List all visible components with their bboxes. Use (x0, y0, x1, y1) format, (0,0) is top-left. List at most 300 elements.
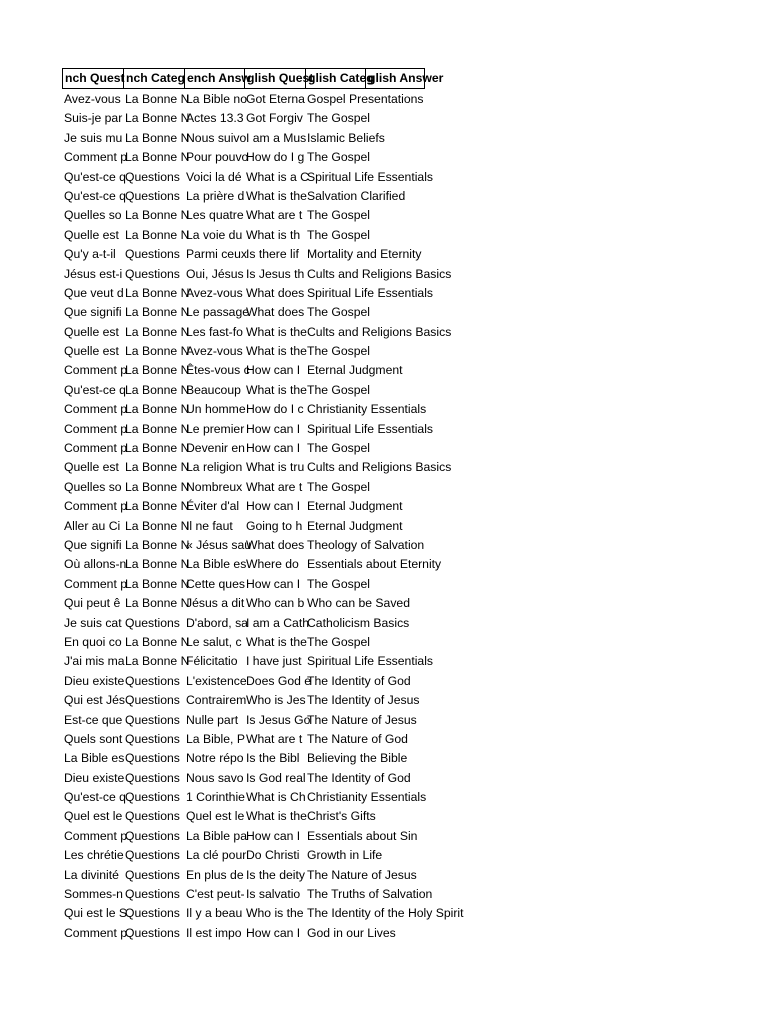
cell-french-answer[interactable]: Actes 13.3 (186, 111, 244, 126)
cell-english-question[interactable]: What is the (246, 382, 307, 397)
cell-english-answer[interactable] (365, 769, 705, 788)
cell-french-category[interactable]: La Bonne N (125, 344, 190, 359)
cell-english-question[interactable]: What is the (246, 188, 307, 203)
cell-english-question[interactable]: How do I c (246, 402, 304, 417)
cell-french-question[interactable]: Suis-je par (64, 111, 123, 126)
cell-english-question[interactable]: Who is the (246, 906, 304, 921)
cell-french-question[interactable]: Quel est le (64, 809, 123, 824)
cell-french-answer[interactable]: Êtes-vous c (186, 363, 250, 378)
cell-french-answer[interactable]: Le passage (186, 305, 250, 320)
cell-english-category[interactable]: Growth in Life (307, 848, 383, 863)
cell-english-answer[interactable] (365, 711, 705, 730)
table-row (62, 187, 705, 206)
cell-french-category[interactable]: La Bonne N (125, 518, 190, 533)
table-row (62, 672, 705, 691)
cell-english-question[interactable]: Going to h (246, 518, 303, 533)
cell-french-question[interactable]: Dieu existe (64, 770, 125, 785)
cell-english-category[interactable]: The Identity of God (307, 673, 411, 688)
cell-french-question[interactable]: Quelles so (64, 208, 122, 223)
cell-french-answer[interactable]: La Bible pa (186, 828, 247, 843)
cell-french-question[interactable]: Quelle est (64, 324, 119, 339)
cell-english-answer[interactable] (365, 226, 705, 245)
table-row (62, 691, 705, 710)
cell-french-question[interactable]: En quoi co (64, 634, 122, 649)
cell-french-answer[interactable]: Voici la dé (186, 169, 242, 184)
cell-english-question[interactable]: How can I (246, 499, 301, 514)
cell-french-category[interactable]: La Bonne N (125, 130, 190, 145)
cell-french-question[interactable]: La Bible es (64, 751, 125, 766)
cell-french-category[interactable]: La Bonne N (125, 402, 190, 417)
cell-french-answer[interactable]: C'est peut- (186, 887, 245, 902)
cell-english-category[interactable]: The Gospel (307, 441, 371, 456)
cell-french-category[interactable]: Questions (125, 867, 180, 882)
table-row (62, 109, 705, 128)
cell-english-answer[interactable] (365, 846, 705, 865)
table-row (62, 148, 705, 167)
cell-french-question[interactable]: Qui peut ê (64, 596, 121, 611)
cell-english-question[interactable]: How can I (246, 828, 301, 843)
cell-english-category[interactable]: The Truths of Salvation (307, 887, 433, 902)
cell-french-answer[interactable]: Notre répo (186, 751, 244, 766)
cell-english-question[interactable]: How do I g (246, 150, 305, 165)
cell-english-question[interactable]: How can I (246, 363, 301, 378)
cell-french-question[interactable]: Dieu existe (64, 673, 125, 688)
cell-english-question[interactable]: What are t (246, 208, 303, 223)
table-row (62, 245, 705, 264)
cell-french-question[interactable]: La divinité (64, 867, 119, 882)
header-row (62, 68, 705, 89)
cell-french-category[interactable]: Questions (125, 770, 180, 785)
cell-french-answer[interactable]: La prière d (186, 188, 245, 203)
cell-french-category[interactable]: La Bonne N (125, 499, 190, 514)
table-row (62, 478, 705, 497)
cell-french-answer[interactable]: Les fast-fo (186, 324, 243, 339)
cell-french-question[interactable]: Qu'est-ce q (64, 790, 126, 805)
cell-english-category[interactable]: The Gospel (307, 150, 371, 165)
cell-english-answer[interactable] (365, 536, 705, 555)
cell-english-answer[interactable] (365, 245, 705, 264)
cell-english-answer[interactable] (365, 187, 705, 206)
cell-english-question[interactable]: I have just (246, 654, 302, 669)
cell-french-question[interactable]: Aller au Ci (64, 518, 121, 533)
table-row (62, 885, 705, 904)
cell-english-category[interactable]: Cults and Religions Basics (307, 324, 452, 339)
table-row (62, 633, 705, 652)
cell-french-answer[interactable]: Pour pouvo (186, 150, 249, 165)
cell-english-category[interactable]: The Gospel (307, 382, 371, 397)
spreadsheet (62, 68, 705, 943)
cell-french-category[interactable]: La Bonne N (125, 150, 190, 165)
cell-english-category[interactable]: The Identity of God (307, 770, 411, 785)
cell-french-answer[interactable]: Jésus a dit (186, 596, 245, 611)
cell-english-question[interactable]: Got Forgiv (246, 111, 303, 126)
cell-english-answer[interactable] (365, 672, 705, 691)
cell-english-question[interactable]: Do Christi (246, 848, 300, 863)
cell-french-answer[interactable]: Nous savo (186, 770, 244, 785)
cell-english-answer[interactable] (365, 148, 705, 167)
cell-english-category[interactable]: The Gospel (307, 344, 371, 359)
cell-english-question[interactable]: Who can b (246, 596, 305, 611)
table-row (62, 866, 705, 885)
cell-french-category[interactable]: Questions (125, 712, 180, 727)
cell-english-category[interactable]: Theology of Salvation (307, 537, 425, 552)
cell-french-answer[interactable]: Nous suivo (186, 130, 247, 145)
cell-french-category[interactable]: Questions (125, 266, 180, 281)
cell-french-category[interactable]: Questions (125, 809, 180, 824)
table-row (62, 517, 705, 536)
cell-french-answer[interactable]: Il ne faut (186, 518, 233, 533)
cell-english-question[interactable]: Is Jesus th (246, 266, 305, 281)
cell-english-category[interactable]: Spiritual Life Essentials (307, 654, 433, 669)
cell-english-question[interactable]: Got Eterna (246, 92, 305, 106)
cell-english-category[interactable]: Mortality and Eternity (307, 247, 422, 262)
cell-french-category[interactable]: La Bonne N (125, 460, 190, 475)
cell-english-answer[interactable] (365, 904, 705, 923)
cell-english-category[interactable]: Christianity Essentials (307, 402, 427, 417)
cell-english-answer[interactable] (365, 323, 705, 342)
cell-french-answer[interactable]: Le salut, c (186, 634, 242, 649)
table-row (62, 303, 705, 322)
cell-french-category[interactable]: Questions (125, 169, 180, 184)
cell-english-question[interactable]: What is the (246, 324, 307, 339)
cell-french-question[interactable]: Que signifi (64, 537, 122, 552)
cell-english-category[interactable]: Salvation Clarified (307, 188, 406, 203)
cell-english-question[interactable]: What is the (246, 809, 307, 824)
cell-french-category[interactable]: La Bonne N (125, 654, 190, 669)
cell-english-question[interactable]: How can I (246, 576, 301, 591)
cell-english-answer[interactable] (365, 614, 705, 633)
cell-french-answer[interactable]: « Jésus sau (186, 537, 252, 552)
cell-english-category[interactable]: The Identity of Jesus (307, 693, 420, 708)
cell-english-answer[interactable] (365, 866, 705, 885)
table-row (62, 652, 705, 671)
cell-english-answer[interactable] (365, 206, 705, 225)
cell-french-category[interactable]: Questions (125, 906, 180, 921)
cell-french-answer[interactable]: La Bible, P (186, 731, 245, 746)
cell-english-category[interactable]: Eternal Judgment (307, 518, 403, 533)
cell-french-category[interactable]: La Bonne N (125, 634, 190, 649)
cell-french-category[interactable]: La Bonne N (125, 92, 190, 106)
cell-french-question[interactable]: Qui est Jés (64, 693, 125, 708)
cell-french-question[interactable]: Je suis cat (64, 615, 122, 630)
cell-french-category[interactable]: Questions (125, 887, 180, 902)
cell-english-answer[interactable] (365, 827, 705, 846)
header-english-category[interactable]: glish Categ (305, 68, 365, 89)
cell-french-category[interactable]: La Bonne N (125, 441, 190, 456)
cell-english-question[interactable]: What are t (246, 479, 303, 494)
cell-english-category[interactable]: Gospel Presentations (307, 92, 424, 106)
cell-english-question[interactable]: Does God e (246, 673, 312, 688)
cell-english-category[interactable]: Islamic Beliefs (307, 130, 385, 145)
cell-french-answer[interactable]: Parmi ceux (186, 247, 247, 262)
cell-english-question[interactable]: I am a Cath (246, 615, 309, 630)
table-row (62, 420, 705, 439)
cell-english-answer[interactable] (365, 633, 705, 652)
cell-english-answer[interactable] (365, 749, 705, 768)
cell-french-question[interactable]: Comment p (64, 925, 127, 940)
cell-french-answer[interactable]: La Bible no (186, 92, 247, 106)
cell-french-question[interactable]: Comment p (64, 150, 127, 165)
cell-english-answer[interactable] (365, 652, 705, 671)
cell-french-answer[interactable]: Cette ques (186, 576, 245, 591)
cell-french-question[interactable]: Comment p (64, 828, 127, 843)
cell-english-question[interactable]: Is God real (246, 770, 306, 785)
cell-french-question[interactable]: Où allons-n (64, 557, 127, 572)
header-french-answer[interactable]: ench Answ (184, 68, 244, 89)
cell-english-answer[interactable] (365, 303, 705, 322)
header-french-category[interactable]: nch Categ (123, 68, 184, 89)
cell-french-answer[interactable]: Avez-vous (186, 344, 243, 359)
cell-english-answer[interactable] (365, 924, 705, 943)
table-row (62, 536, 705, 555)
cell-french-answer[interactable]: Le premier (186, 421, 245, 436)
cell-english-category[interactable]: Cults and Religions Basics (307, 460, 452, 475)
header-english-question[interactable]: glish Quest (244, 68, 305, 89)
cell-english-category[interactable]: The Identity of the Holy Spirit (307, 906, 464, 921)
cell-french-category[interactable]: La Bonne N (125, 576, 190, 591)
table-row (62, 439, 705, 458)
cell-english-question[interactable]: What does (246, 537, 305, 552)
cell-english-category[interactable]: Spiritual Life Essentials (307, 169, 433, 184)
cell-french-category[interactable]: Questions (125, 925, 180, 940)
cell-french-category[interactable]: Questions (125, 790, 180, 805)
cell-english-category[interactable]: The Nature of God (307, 731, 408, 746)
cell-french-category[interactable]: La Bonne N (125, 111, 190, 126)
cell-french-question[interactable]: Sommes-n (64, 887, 123, 902)
cell-english-answer[interactable] (365, 439, 705, 458)
cell-english-question[interactable]: What are t (246, 731, 303, 746)
cell-french-question[interactable]: Quelle est (64, 227, 119, 242)
cell-english-category[interactable]: The Gospel (307, 227, 371, 242)
cell-english-question[interactable]: Is salvatio (246, 887, 301, 902)
cell-french-answer[interactable]: Les quatre (186, 208, 244, 223)
cell-english-category[interactable]: The Gospel (307, 111, 371, 126)
cell-french-question[interactable]: Qu'est-ce q (64, 188, 126, 203)
cell-french-category[interactable]: Questions (125, 188, 180, 203)
cell-french-question[interactable]: Que signifi (64, 305, 122, 320)
cell-english-answer[interactable] (365, 458, 705, 477)
cell-english-answer[interactable] (365, 730, 705, 749)
cell-french-question[interactable]: J'ai mis ma (64, 654, 125, 669)
cell-english-question[interactable]: What is the (246, 634, 307, 649)
cell-english-question[interactable]: Is the deity (246, 867, 305, 882)
cell-french-category[interactable]: Questions (125, 693, 180, 708)
cell-french-category[interactable]: Questions (125, 751, 180, 766)
cell-french-answer[interactable]: Avez-vous (186, 285, 243, 300)
cell-french-question[interactable]: Que veut d (64, 285, 124, 300)
cell-french-category[interactable]: La Bonne N (125, 382, 190, 397)
cell-english-category[interactable]: Essentials about Eternity (307, 557, 442, 572)
cell-french-category[interactable]: La Bonne N (125, 227, 190, 242)
header-english-answer[interactable]: glish Answer (365, 68, 425, 89)
cell-english-question[interactable]: What does (246, 305, 305, 320)
cell-french-question[interactable]: Comment p (64, 421, 127, 436)
cell-english-answer[interactable] (365, 284, 705, 303)
cell-french-category[interactable]: Questions (125, 247, 180, 262)
cell-english-answer[interactable] (365, 555, 705, 574)
cell-english-category[interactable]: Christ's Gifts (307, 809, 376, 824)
cell-english-category[interactable]: God in our Lives (307, 925, 396, 940)
cell-english-answer[interactable] (365, 807, 705, 826)
cell-english-question[interactable]: What is th (246, 227, 301, 242)
cell-english-category[interactable]: The Nature of Jesus (307, 712, 417, 727)
cell-english-category[interactable]: Eternal Judgment (307, 363, 403, 378)
cell-french-question[interactable]: Jésus est-i (64, 266, 123, 281)
cell-french-answer[interactable]: D'abord, sa (186, 615, 248, 630)
cell-french-category[interactable]: Questions (125, 615, 180, 630)
cell-english-question[interactable]: What is the (246, 344, 307, 359)
cell-french-category[interactable]: La Bonne N (125, 305, 190, 320)
cell-french-category[interactable]: Questions (125, 828, 180, 843)
cell-english-question[interactable]: Is there lif (246, 247, 299, 262)
table-row (62, 730, 705, 749)
table-row (62, 904, 705, 923)
cell-english-answer[interactable] (365, 517, 705, 536)
cell-french-answer[interactable]: La voie du (186, 227, 243, 242)
cell-english-question[interactable]: Is Jesus Go (246, 712, 311, 727)
cell-english-question[interactable]: How can I (246, 925, 301, 940)
cell-english-category[interactable]: Believing the Bible (307, 751, 408, 766)
cell-french-question[interactable]: Je suis mu (64, 130, 123, 145)
cell-french-question[interactable]: Quelle est (64, 344, 119, 359)
table-row (62, 265, 705, 284)
cell-english-answer[interactable] (365, 109, 705, 128)
cell-french-answer[interactable]: Félicitatio (186, 654, 238, 669)
cell-french-answer[interactable]: Beaucoup (186, 382, 241, 397)
cell-english-category[interactable]: Eternal Judgment (307, 499, 403, 514)
cell-english-answer[interactable] (365, 342, 705, 361)
table-row (62, 788, 705, 807)
cell-french-answer[interactable]: Nombreux (186, 479, 243, 494)
cell-french-question[interactable]: Avez-vous (64, 92, 121, 106)
cell-french-question[interactable]: Comment p (64, 441, 127, 456)
cell-english-answer[interactable] (365, 594, 705, 613)
cell-english-category[interactable]: Essentials about Sin (307, 828, 418, 843)
cell-english-category[interactable]: Cults and Religions Basics (307, 266, 452, 281)
cell-english-category[interactable]: Christianity Essentials (307, 790, 427, 805)
cell-french-question[interactable]: Quels sont (64, 731, 123, 746)
table-row (62, 458, 705, 477)
cell-french-category[interactable]: Questions (125, 731, 180, 746)
cell-french-question[interactable]: Qu'y a-t-il (64, 247, 116, 262)
cell-english-category[interactable]: The Gospel (307, 208, 371, 223)
cell-english-category[interactable]: The Gospel (307, 634, 371, 649)
cell-french-question[interactable]: Qui est le S (64, 906, 127, 921)
cell-english-answer[interactable] (365, 691, 705, 710)
cell-english-question[interactable]: I am a Mus (246, 130, 307, 145)
cell-english-answer[interactable] (365, 361, 705, 380)
cell-french-answer[interactable]: Un homme (186, 402, 246, 417)
cell-english-answer[interactable] (365, 265, 705, 284)
cell-french-answer[interactable]: L'existence (186, 673, 247, 688)
cell-english-category[interactable]: The Gospel (307, 576, 371, 591)
cell-french-question[interactable]: Qu'est-ce q (64, 169, 126, 184)
cell-french-answer[interactable]: La clé pour (186, 848, 247, 863)
cell-french-category[interactable]: La Bonne N (125, 363, 190, 378)
cell-french-category[interactable]: La Bonne N (125, 537, 190, 552)
cell-english-question[interactable]: Is the Bibl (246, 751, 300, 766)
cell-english-question[interactable]: What does (246, 285, 305, 300)
cell-english-question[interactable]: Who is Jes (246, 693, 306, 708)
cell-french-category[interactable]: La Bonne N (125, 557, 190, 572)
cell-english-answer[interactable] (365, 381, 705, 400)
cell-english-answer[interactable] (365, 788, 705, 807)
cell-english-question[interactable]: How can I (246, 421, 301, 436)
cell-english-answer[interactable] (365, 478, 705, 497)
cell-english-answer[interactable] (365, 497, 705, 516)
cell-english-category[interactable]: The Gospel (307, 479, 371, 494)
cell-french-answer[interactable]: La Bible es (186, 557, 247, 572)
cell-english-category[interactable]: Spiritual Life Essentials (307, 421, 433, 436)
cell-french-question[interactable]: Quelle est (64, 460, 119, 475)
cell-english-category[interactable]: Spiritual Life Essentials (307, 285, 433, 300)
cell-french-answer[interactable]: 1 Corinthie (186, 790, 245, 805)
cell-french-answer[interactable]: Il est impo (186, 925, 242, 940)
cell-french-category[interactable]: La Bonne N (125, 285, 190, 300)
cell-french-question[interactable]: Comment p (64, 402, 127, 417)
table-body (62, 90, 705, 943)
cell-english-category[interactable]: Catholicism Basics (307, 615, 410, 630)
cell-english-question[interactable]: Where do (246, 557, 299, 572)
cell-english-answer[interactable] (365, 420, 705, 439)
table-row (62, 381, 705, 400)
cell-english-answer[interactable] (365, 168, 705, 187)
cell-french-category[interactable]: La Bonne N (125, 596, 190, 611)
cell-french-answer[interactable]: Contrairem (186, 693, 247, 708)
cell-french-category[interactable]: La Bonne N (125, 324, 190, 339)
cell-english-answer[interactable] (365, 885, 705, 904)
cell-french-answer[interactable]: Devenir en (186, 441, 245, 456)
cell-french-answer[interactable]: Nulle part (186, 712, 239, 727)
cell-english-answer[interactable] (365, 129, 705, 148)
cell-french-category[interactable]: La Bonne N (125, 479, 190, 494)
cell-english-answer[interactable] (365, 575, 705, 594)
table-row (62, 400, 705, 419)
cell-french-category[interactable]: Questions (125, 673, 180, 688)
cell-english-answer[interactable] (365, 400, 705, 419)
cell-french-answer[interactable]: La religion (186, 460, 243, 475)
cell-english-question[interactable]: What is a C (246, 169, 309, 184)
cell-french-question[interactable]: Comment p (64, 499, 127, 514)
table-row (62, 361, 705, 380)
cell-english-category[interactable]: The Nature of Jesus (307, 867, 417, 882)
table-row (62, 614, 705, 633)
cell-english-category[interactable]: Who can be Saved (307, 596, 410, 611)
cell-english-category[interactable]: The Gospel (307, 305, 371, 320)
cell-english-answer[interactable] (365, 90, 705, 109)
cell-french-answer[interactable]: Il y a beau (186, 906, 243, 921)
cell-french-answer[interactable]: Éviter d'al (186, 499, 240, 514)
cell-french-answer[interactable]: En plus de (186, 867, 244, 882)
cell-french-answer[interactable]: Quel est le (186, 809, 245, 824)
cell-french-question[interactable]: Est-ce que (64, 712, 123, 727)
header-french-question[interactable]: nch Quest (62, 68, 123, 89)
table-row (62, 497, 705, 516)
cell-english-question[interactable]: What is tru (246, 460, 305, 475)
cell-french-answer[interactable]: Oui, Jésus (186, 266, 244, 281)
cell-french-category[interactable]: La Bonne N (125, 208, 190, 223)
cell-french-question[interactable]: Comment p (64, 576, 127, 591)
cell-french-question[interactable]: Qu'est-ce q (64, 382, 126, 397)
table-row (62, 827, 705, 846)
cell-english-question[interactable]: How can I (246, 441, 301, 456)
cell-french-question[interactable]: Comment p (64, 363, 127, 378)
cell-french-category[interactable]: Questions (125, 848, 180, 863)
cell-english-question[interactable]: What is Ch (246, 790, 306, 805)
cell-french-question[interactable]: Les chrétie (64, 848, 124, 863)
cell-french-category[interactable]: La Bonne N (125, 421, 190, 436)
cell-french-question[interactable]: Quelles so (64, 479, 122, 494)
